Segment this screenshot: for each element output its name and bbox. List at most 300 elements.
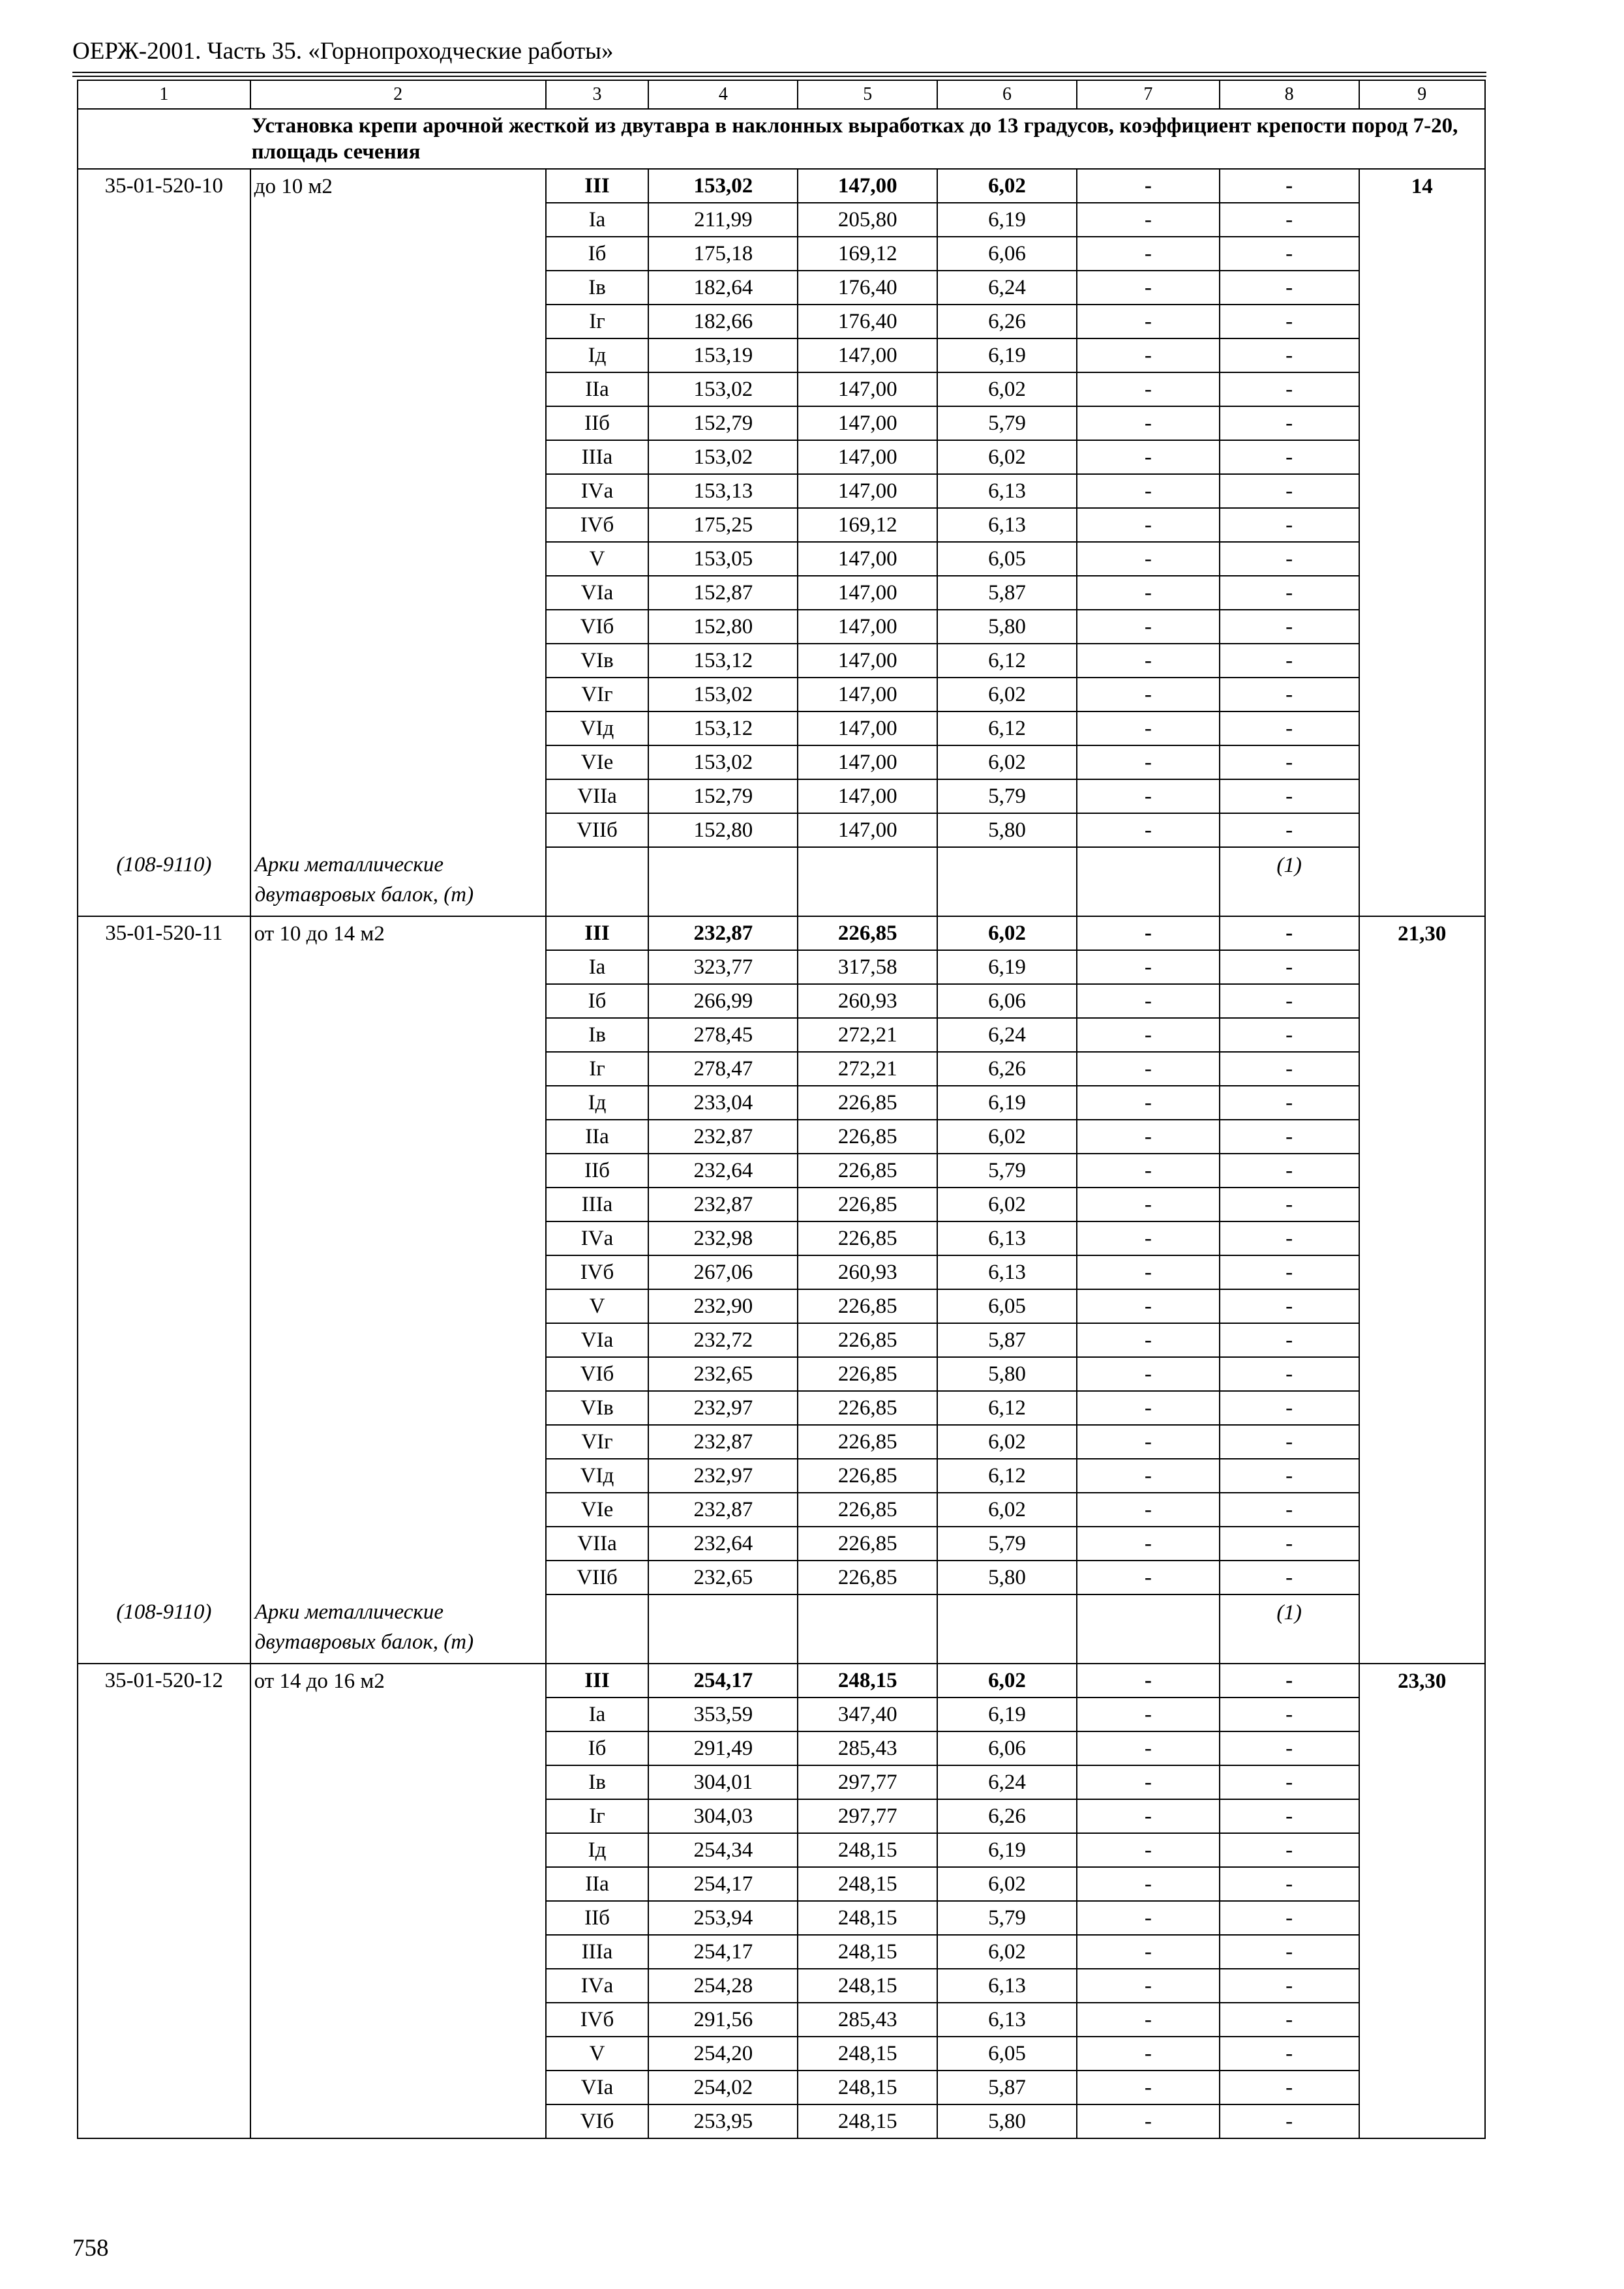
value-cell: - xyxy=(1220,1969,1359,2003)
value-cell: 153,02 xyxy=(648,745,798,779)
value-cell: 278,45 xyxy=(648,1018,798,1052)
table-row xyxy=(78,678,1485,711)
value-cell: - xyxy=(1077,745,1220,779)
table-row xyxy=(78,508,1485,542)
empty-cell xyxy=(250,1357,546,1391)
value-cell: IIIа xyxy=(546,1935,649,1969)
value-cell: - xyxy=(1220,169,1359,203)
empty-cell xyxy=(1359,440,1485,474)
table-row xyxy=(78,1493,1485,1527)
value-cell: VIIб xyxy=(546,813,649,847)
value-cell: 226,85 xyxy=(798,1154,937,1188)
empty-cell xyxy=(78,2037,250,2071)
value-cell: 253,95 xyxy=(648,2104,798,2138)
table-row xyxy=(78,1289,1485,1323)
empty-cell xyxy=(1359,305,1485,338)
empty-cell xyxy=(250,1561,546,1594)
value-cell: - xyxy=(1077,305,1220,338)
value-cell: - xyxy=(1220,237,1359,271)
value-cell: 6,26 xyxy=(937,1052,1077,1086)
value-cell: - xyxy=(1077,813,1220,847)
value-cell: 232,65 xyxy=(648,1357,798,1391)
empty-cell xyxy=(1359,847,1485,916)
value-cell: 285,43 xyxy=(798,1731,937,1765)
value-cell: VIе xyxy=(546,1493,649,1527)
table-row xyxy=(78,237,1485,271)
value-cell: 6,26 xyxy=(937,305,1077,338)
value-cell: - xyxy=(1220,610,1359,644)
column-number: 9 xyxy=(1359,80,1485,109)
resource-value: (1) xyxy=(1220,847,1359,916)
table-row xyxy=(78,1018,1485,1052)
value-cell: 297,77 xyxy=(798,1799,937,1833)
empty-cell xyxy=(78,1561,250,1594)
value-cell: - xyxy=(1077,1052,1220,1086)
value-cell: Iг xyxy=(546,305,649,338)
value-cell: Iб xyxy=(546,1731,649,1765)
value-cell: 152,79 xyxy=(648,779,798,813)
column-number: 3 xyxy=(546,80,649,109)
empty-cell xyxy=(250,271,546,305)
table-row xyxy=(78,745,1485,779)
empty-cell xyxy=(250,372,546,406)
value-cell: - xyxy=(1220,1391,1359,1425)
value-cell: - xyxy=(1077,1799,1220,1833)
table-row xyxy=(78,338,1485,372)
value-cell: - xyxy=(1220,406,1359,440)
value-cell: Iв xyxy=(546,1765,649,1799)
empty-cell xyxy=(78,237,250,271)
rate-code: 35-01-520-10 xyxy=(78,169,250,203)
value-cell: VIв xyxy=(546,644,649,678)
resource-code: (108-9110) xyxy=(78,1594,250,1664)
value-cell: Iд xyxy=(546,338,649,372)
empty-cell xyxy=(1359,1357,1485,1391)
value-cell: 6,19 xyxy=(937,950,1077,984)
table-row xyxy=(78,779,1485,813)
empty-cell xyxy=(78,1425,250,1459)
value-cell: 248,15 xyxy=(798,2071,937,2104)
empty-cell xyxy=(78,1731,250,1765)
table-row xyxy=(78,1391,1485,1425)
empty-cell xyxy=(1359,1052,1485,1086)
value-cell: 6,02 xyxy=(937,372,1077,406)
value-cell: IIб xyxy=(546,1154,649,1188)
value-cell: 6,13 xyxy=(937,474,1077,508)
value-cell: VIе xyxy=(546,745,649,779)
value-cell: - xyxy=(1220,1221,1359,1255)
value-cell: 6,26 xyxy=(937,1799,1077,1833)
col9-value: 21,30 xyxy=(1359,916,1485,950)
value-cell: - xyxy=(1077,1221,1220,1255)
empty-cell xyxy=(1359,2104,1485,2138)
empty-cell xyxy=(250,2104,546,2138)
empty-cell xyxy=(1359,2003,1485,2037)
value-cell: 5,87 xyxy=(937,2071,1077,2104)
column-number: 7 xyxy=(1077,80,1220,109)
value-cell: 248,15 xyxy=(798,1867,937,1901)
empty-cell xyxy=(1359,1594,1485,1664)
value-cell: IIIа xyxy=(546,1188,649,1221)
empty-cell xyxy=(1359,644,1485,678)
value-cell: 6,19 xyxy=(937,1086,1077,1120)
value-cell: 6,05 xyxy=(937,2037,1077,2071)
value-cell: 248,15 xyxy=(798,1901,937,1935)
value-cell: 272,21 xyxy=(798,1052,937,1086)
value-cell: IIа xyxy=(546,1120,649,1154)
value-cell: - xyxy=(1077,711,1220,745)
value-cell: 6,12 xyxy=(937,1391,1077,1425)
value-cell: 232,87 xyxy=(648,1120,798,1154)
table-row xyxy=(78,1357,1485,1391)
value-cell: 147,00 xyxy=(798,678,937,711)
value-cell: 5,80 xyxy=(937,610,1077,644)
empty-cell xyxy=(250,1867,546,1901)
empty-cell xyxy=(1359,1527,1485,1561)
value-cell: VIIа xyxy=(546,779,649,813)
value-cell: VIа xyxy=(546,576,649,610)
table-row xyxy=(78,1664,1485,1698)
empty-cell xyxy=(1359,1255,1485,1289)
value-cell: 6,02 xyxy=(937,678,1077,711)
empty-cell xyxy=(1359,1289,1485,1323)
value-cell: - xyxy=(1077,1765,1220,1799)
empty-cell xyxy=(250,1901,546,1935)
empty-cell xyxy=(1359,711,1485,745)
value-cell: 254,17 xyxy=(648,1664,798,1698)
page-number: 758 xyxy=(72,2235,109,2262)
value-cell: 6,02 xyxy=(937,1425,1077,1459)
value-cell: - xyxy=(1220,1833,1359,1867)
value-cell: 232,72 xyxy=(648,1323,798,1357)
value-cell: 147,00 xyxy=(798,169,937,203)
value-cell: 254,34 xyxy=(648,1833,798,1867)
value-cell: - xyxy=(1220,1493,1359,1527)
value-cell: - xyxy=(1220,372,1359,406)
empty-cell xyxy=(250,610,546,644)
value-cell: Iв xyxy=(546,1018,649,1052)
column-number: 2 xyxy=(250,80,546,109)
value-cell: - xyxy=(1077,2003,1220,2037)
table-row xyxy=(78,1527,1485,1561)
empty-cell xyxy=(1359,813,1485,847)
empty-cell xyxy=(78,338,250,372)
table-row xyxy=(78,440,1485,474)
value-cell: - xyxy=(1077,916,1220,950)
empty-cell xyxy=(78,1188,250,1221)
value-cell: 232,64 xyxy=(648,1154,798,1188)
value-cell: IIб xyxy=(546,406,649,440)
value-cell: 232,97 xyxy=(648,1391,798,1425)
empty-cell xyxy=(78,271,250,305)
value-cell: 232,65 xyxy=(648,1561,798,1594)
value-cell: 5,79 xyxy=(937,1901,1077,1935)
rate-code: 35-01-520-12 xyxy=(78,1664,250,1698)
value-cell: - xyxy=(1077,1731,1220,1765)
empty-cell xyxy=(78,1391,250,1425)
empty-cell xyxy=(250,950,546,984)
value-cell: - xyxy=(1077,1120,1220,1154)
table-row xyxy=(78,271,1485,305)
empty-cell xyxy=(1359,1833,1485,1867)
value-cell: - xyxy=(1077,1664,1220,1698)
empty-cell xyxy=(78,1154,250,1188)
empty-cell xyxy=(78,1052,250,1086)
value-cell: VIIб xyxy=(546,1561,649,1594)
column-number: 1 xyxy=(78,80,250,109)
value-cell: 254,20 xyxy=(648,2037,798,2071)
value-cell: 147,00 xyxy=(798,745,937,779)
empty-cell xyxy=(78,1086,250,1120)
empty-cell xyxy=(250,474,546,508)
value-cell: - xyxy=(1220,474,1359,508)
empty-cell xyxy=(250,237,546,271)
empty-cell xyxy=(250,1255,546,1289)
column-number: 6 xyxy=(937,80,1077,109)
value-cell: - xyxy=(1220,1018,1359,1052)
empty-cell xyxy=(78,745,250,779)
empty-cell xyxy=(250,1527,546,1561)
value-cell: 153,02 xyxy=(648,678,798,711)
value-cell: 6,12 xyxy=(937,711,1077,745)
value-cell: - xyxy=(1220,1867,1359,1901)
value-cell: - xyxy=(1220,271,1359,305)
value-cell: 6,02 xyxy=(937,745,1077,779)
value-cell: 6,19 xyxy=(937,338,1077,372)
value-cell: - xyxy=(1077,508,1220,542)
value-cell: - xyxy=(1220,644,1359,678)
empty-cell xyxy=(1359,406,1485,440)
value-cell: - xyxy=(1220,1459,1359,1493)
value-cell: 147,00 xyxy=(798,542,937,576)
value-cell: - xyxy=(1220,1188,1359,1221)
value-cell: 6,12 xyxy=(937,644,1077,678)
value-cell: 232,87 xyxy=(648,1425,798,1459)
value-cell: 153,05 xyxy=(648,542,798,576)
value-cell: 211,99 xyxy=(648,203,798,237)
value-cell: VIа xyxy=(546,1323,649,1357)
empty-cell xyxy=(78,1799,250,1833)
value-cell: - xyxy=(1077,1154,1220,1188)
value-cell: V xyxy=(546,1289,649,1323)
empty-cell xyxy=(1359,1154,1485,1188)
value-cell: 248,15 xyxy=(798,2037,937,2071)
value-cell: 260,93 xyxy=(798,984,937,1018)
empty-cell xyxy=(78,1459,250,1493)
table-row xyxy=(78,984,1485,1018)
value-cell: - xyxy=(1077,2104,1220,2138)
table-row xyxy=(78,1052,1485,1086)
empty-cell xyxy=(78,406,250,440)
table-row xyxy=(78,203,1485,237)
value-cell: 147,00 xyxy=(798,406,937,440)
empty-cell xyxy=(1359,1086,1485,1120)
empty-cell xyxy=(1359,271,1485,305)
value-cell: - xyxy=(1220,2104,1359,2138)
header-rule xyxy=(72,72,1486,73)
empty-cell xyxy=(250,678,546,711)
empty-cell xyxy=(1359,1459,1485,1493)
value-cell: - xyxy=(1220,1086,1359,1120)
empty-cell xyxy=(1359,372,1485,406)
value-cell: 6,13 xyxy=(937,1255,1077,1289)
value-cell: - xyxy=(1077,576,1220,610)
empty-cell xyxy=(250,1086,546,1120)
value-cell: 6,02 xyxy=(937,440,1077,474)
value-cell: III xyxy=(546,1664,649,1698)
value-cell: 347,40 xyxy=(798,1698,937,1731)
value-cell: 147,00 xyxy=(798,813,937,847)
empty-cell xyxy=(250,779,546,813)
value-cell: 6,13 xyxy=(937,508,1077,542)
empty-cell xyxy=(78,1120,250,1154)
empty-cell xyxy=(1359,779,1485,813)
value-cell: 232,87 xyxy=(648,1493,798,1527)
table-row xyxy=(78,813,1485,847)
value-cell: - xyxy=(1220,508,1359,542)
value-cell: - xyxy=(1077,1018,1220,1052)
value-cell: - xyxy=(1220,1255,1359,1289)
value-cell: 5,79 xyxy=(937,1527,1077,1561)
table-row xyxy=(78,1561,1485,1594)
value-cell: 147,00 xyxy=(798,711,937,745)
value-cell: 147,00 xyxy=(798,372,937,406)
empty-cell xyxy=(1359,1698,1485,1731)
value-cell: 176,40 xyxy=(798,271,937,305)
value-cell: - xyxy=(1077,2071,1220,2104)
value-cell: IVа xyxy=(546,474,649,508)
value-cell: 5,79 xyxy=(937,779,1077,813)
empty-cell xyxy=(1359,237,1485,271)
title-spacer xyxy=(78,109,250,169)
value-cell: 226,85 xyxy=(798,1527,937,1561)
empty-cell xyxy=(250,984,546,1018)
value-cell: 6,06 xyxy=(937,237,1077,271)
value-cell: 6,02 xyxy=(937,1867,1077,1901)
value-cell: VIб xyxy=(546,1357,649,1391)
table-row xyxy=(78,1765,1485,1799)
table-row xyxy=(78,305,1485,338)
empty-cell xyxy=(250,1289,546,1323)
value-cell: - xyxy=(1220,1527,1359,1561)
empty-cell xyxy=(1359,2037,1485,2071)
rate-name: от 10 до 14 м2 xyxy=(250,916,546,950)
empty-cell xyxy=(250,2003,546,2037)
value-cell: - xyxy=(1220,1052,1359,1086)
value-cell: - xyxy=(1077,1935,1220,1969)
empty-cell xyxy=(250,1221,546,1255)
empty-cell xyxy=(78,1833,250,1867)
empty-cell xyxy=(250,1154,546,1188)
empty-cell xyxy=(78,950,250,984)
page-header: ОЕРЖ-2001. Часть 35. «Горнопроходческие работы» xyxy=(72,38,614,65)
value-cell: - xyxy=(1077,1323,1220,1357)
value-cell: 6,13 xyxy=(937,2003,1077,2037)
value-cell: 304,03 xyxy=(648,1799,798,1833)
value-cell: 248,15 xyxy=(798,1935,937,1969)
value-cell: - xyxy=(1220,1357,1359,1391)
value-cell: 226,85 xyxy=(798,1120,937,1154)
value-cell: Iа xyxy=(546,950,649,984)
value-cell: Iб xyxy=(546,984,649,1018)
table-row xyxy=(78,1698,1485,1731)
empty-cell xyxy=(78,1018,250,1052)
value-cell: VIа xyxy=(546,2071,649,2104)
value-cell: Iб xyxy=(546,237,649,271)
value-cell: - xyxy=(1077,1698,1220,1731)
value-cell: 5,80 xyxy=(937,2104,1077,2138)
col9-value: 23,30 xyxy=(1359,1664,1485,1698)
table-row xyxy=(78,610,1485,644)
empty-cell xyxy=(1359,1493,1485,1527)
value-cell: 147,00 xyxy=(798,338,937,372)
value-cell: 232,98 xyxy=(648,1221,798,1255)
value-cell: 260,93 xyxy=(798,1255,937,1289)
value-cell: 233,04 xyxy=(648,1086,798,1120)
table-row xyxy=(78,916,1485,950)
empty-cell xyxy=(1359,678,1485,711)
empty-cell xyxy=(798,1594,937,1664)
empty-cell xyxy=(250,1459,546,1493)
value-cell: - xyxy=(1077,372,1220,406)
rate-name: до 10 м2 xyxy=(250,169,546,203)
empty-cell xyxy=(78,440,250,474)
value-cell: 152,79 xyxy=(648,406,798,440)
value-cell: Iг xyxy=(546,1052,649,1086)
value-cell: 6,05 xyxy=(937,542,1077,576)
value-cell: 6,19 xyxy=(937,203,1077,237)
empty-cell xyxy=(1077,847,1220,916)
value-cell: - xyxy=(1220,1664,1359,1698)
value-cell: 153,19 xyxy=(648,338,798,372)
value-cell: 232,87 xyxy=(648,1188,798,1221)
empty-cell xyxy=(1359,1323,1485,1357)
resource-value: (1) xyxy=(1220,1594,1359,1664)
column-number: 4 xyxy=(648,80,798,109)
table-row xyxy=(78,1867,1485,1901)
value-cell: IVа xyxy=(546,1969,649,2003)
value-cell: 272,21 xyxy=(798,1018,937,1052)
value-cell: - xyxy=(1220,338,1359,372)
table-row xyxy=(78,950,1485,984)
empty-cell xyxy=(250,1765,546,1799)
value-cell: 6,02 xyxy=(937,1664,1077,1698)
resource-row xyxy=(78,1594,1485,1664)
table-row xyxy=(78,1731,1485,1765)
value-cell: 6,24 xyxy=(937,1018,1077,1052)
empty-cell xyxy=(1359,1425,1485,1459)
empty-cell xyxy=(78,576,250,610)
empty-cell xyxy=(78,305,250,338)
value-cell: 248,15 xyxy=(798,1969,937,2003)
value-cell: 291,49 xyxy=(648,1731,798,1765)
empty-cell xyxy=(250,440,546,474)
value-cell: - xyxy=(1077,1901,1220,1935)
section-title-row xyxy=(78,109,1485,169)
table-row xyxy=(78,1901,1485,1935)
empty-cell xyxy=(250,1188,546,1221)
value-cell: 147,00 xyxy=(798,576,937,610)
table-row xyxy=(78,711,1485,745)
value-cell: - xyxy=(1077,440,1220,474)
table-row xyxy=(78,644,1485,678)
value-cell: 6,02 xyxy=(937,1493,1077,1527)
col9-value: 14 xyxy=(1359,169,1485,203)
value-cell: 291,56 xyxy=(648,2003,798,2037)
value-cell: 182,66 xyxy=(648,305,798,338)
value-cell: 254,17 xyxy=(648,1867,798,1901)
empty-cell xyxy=(78,372,250,406)
